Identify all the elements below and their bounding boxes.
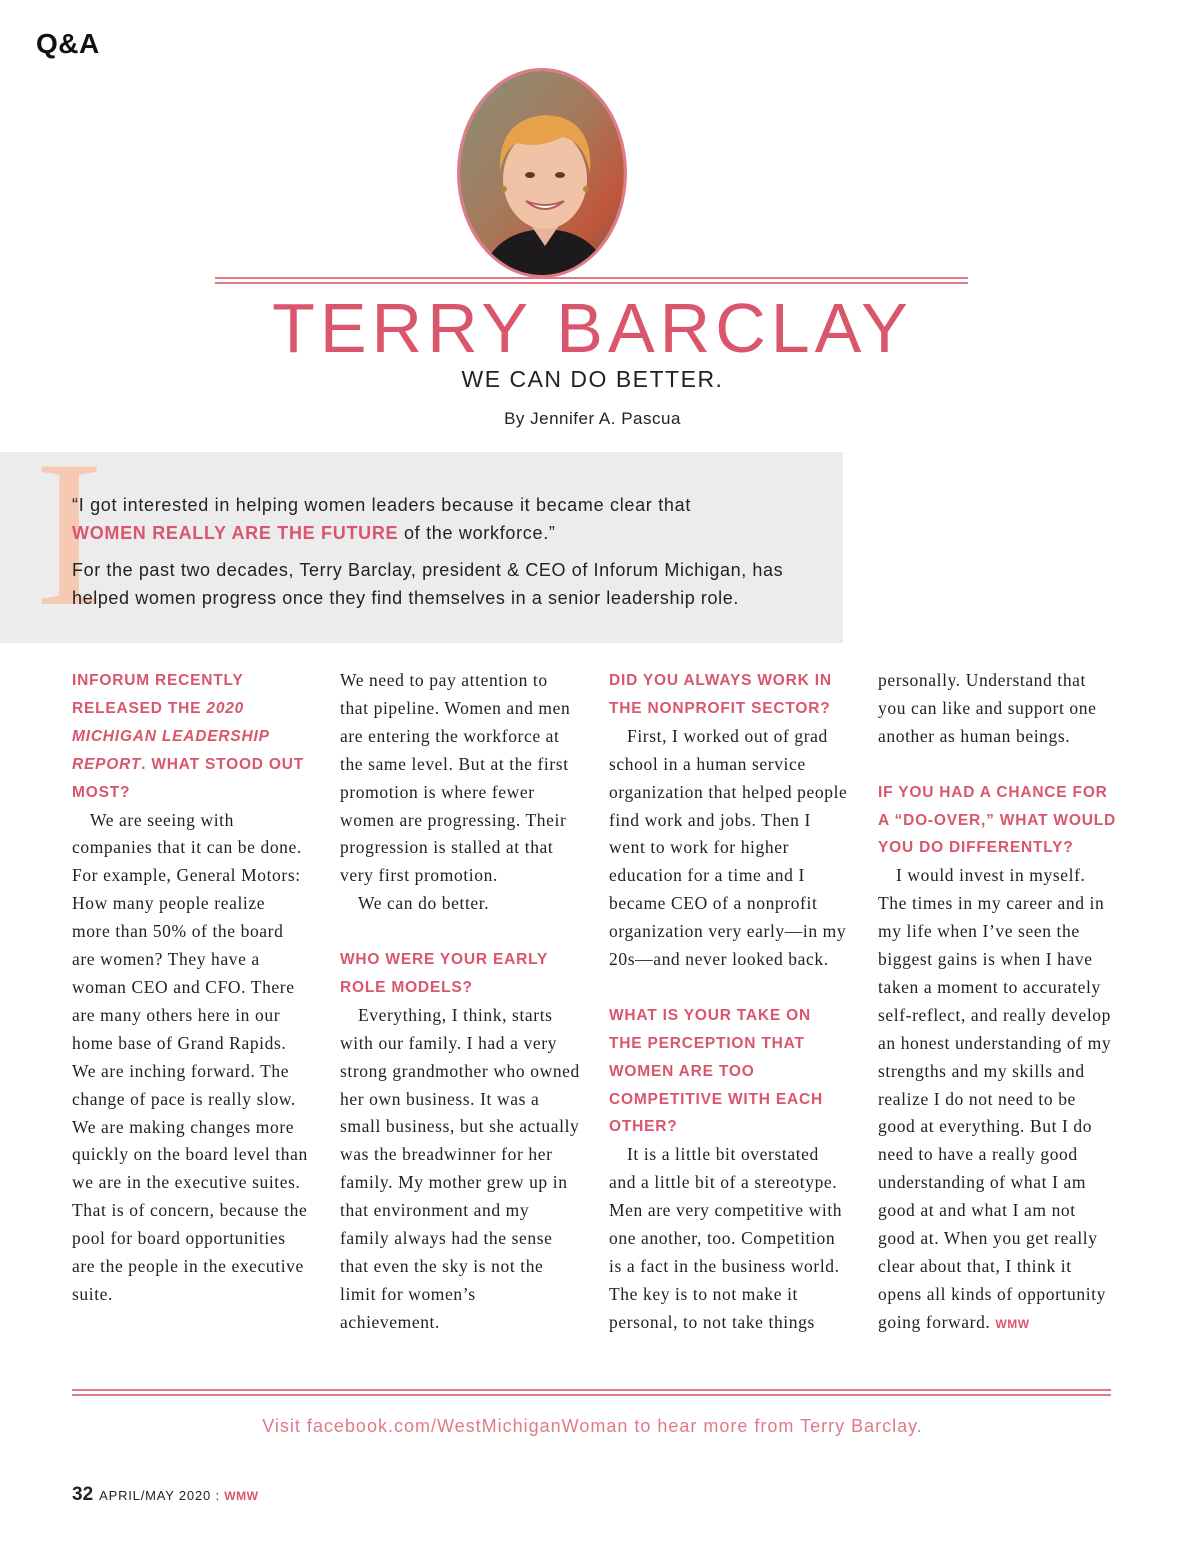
intro-panel: [0, 452, 843, 643]
footer-rule: [72, 1389, 1111, 1396]
section-tag: Q&A: [36, 28, 100, 59]
intro-paragraph: For the past two decades, Terry Barclay, president & CEO of Inforum Michigan, has helped women progress once they find themselves in a senior leadership role.: [72, 560, 784, 608]
issue-date: APRIL/MAY 2020 :: [99, 1488, 225, 1503]
answer-paragraph: personally. Understand that you can like and support one another as human beings.: [878, 670, 1097, 746]
answer-paragraph: First, I worked out of grad school in a human service organization that helped people find work and jobs. Then I went to work for higher education for a time and I became CEO of a nonprofit organization very early—in my 20s—and never looked back.: [609, 725, 848, 970]
column-2: [340, 667, 580, 1337]
quote-text: “I got interested in helping women leaders because it became clear that: [72, 495, 692, 515]
drop-cap: I: [34, 418, 104, 650]
answer-paragraph: We can do better.: [358, 893, 490, 914]
column-4: [878, 667, 1118, 1339]
page-number: 32: [72, 1484, 94, 1505]
facebook-link[interactable]: Visit facebook.com/WestMichiganWoman to hear more from Terry Barclay.: [262, 1416, 923, 1436]
question-heading: WHO WERE YOUR EARLY ROLE MODELS?: [340, 951, 548, 996]
magazine-mark: WMW: [224, 1489, 259, 1503]
question-heading: IF YOU HAD A CHANCE FOR A “DO-OVER,” WHAT WOULD YOU DO DIFFERENTLY?: [878, 783, 1116, 857]
end-mark: WMW: [995, 1316, 1030, 1331]
portrait-photo: [457, 68, 627, 278]
pull-quote: [72, 491, 832, 547]
question-heading: [72, 667, 308, 807]
column-1: [72, 667, 308, 1309]
question-text-end: . WHAT STOOD OUT MOST?: [72, 755, 305, 801]
column-3: [609, 667, 849, 1337]
question-heading: DID YOU ALWAYS WORK IN THE NONPROFIT SECTOR?: [609, 672, 832, 717]
article-title: TERRY BARCLAY: [272, 289, 913, 367]
question-text: INFORUM RECENTLY RELEASED THE: [72, 672, 244, 717]
answer-paragraph: We need to pay attention to that pipeline. Women and men are entering the workforce at the same level. But at the first promotion is where fewer women are progressing. Their progression is stalled at that very first promotion.: [340, 670, 571, 886]
article-subtitle: WE CAN DO BETTER.: [461, 366, 724, 392]
answer-paragraph: We are seeing with companies that it can be done. For example, General Motors: How many people realize more than 50% of the board are women? They have a woman CEO and CFO. There are many others here in our home base of Grand Rapids. We are inching forward. The change of pace is really slow. We are making changes more quickly on the board level than we are in the executive suites. That is of concern, because the pool for board opportunities are the people in the executive suite.: [72, 809, 308, 1304]
answer-text: I would invest in myself. The times in my career and in my life when I’ve seen the biggest gains is when I have taken a moment to accurately self-reflect, and really develop an honest understanding of my strengths and my skills and realize I do not need to be good at everything. But I do need to have a really good understanding of what I am good at and what I am not good at. When you get really clear about that, I think it opens all kinds of opportunity going forward.: [878, 865, 1112, 1332]
answer-paragraph: [878, 862, 1118, 1338]
answer-paragraph: It is a little bit overstated and a little bit of a stereotype. Men are very competitive with one another, too. Competition is a fact in the business world. The key is to not make it personal, to not take things: [609, 1144, 843, 1332]
report-title: 2020 MICHIGAN LEADERSHIP REPORT: [72, 699, 270, 773]
header-rule: [215, 277, 968, 284]
portrait-illustration: [460, 71, 627, 278]
byline: By Jennifer A. Pascua: [504, 409, 681, 428]
answer-paragraph: Everything, I think, starts with our family. I had a very strong grandmother who owned her own business. It was a small business, but she actually was the breadwinner for her family. My mother grew up in that environment and my family always had the sense that even the sky is not the limit for women’s achievement.: [340, 1004, 580, 1332]
question-heading: WHAT IS YOUR TAKE ON THE PERCEPTION THAT WOMEN ARE TOO COMPETITIVE WITH EACH OTHER?: [609, 1006, 823, 1136]
folio: [72, 1484, 258, 1506]
quote-highlight: WOMEN REALLY ARE THE FUTURE: [72, 523, 399, 543]
quote-text-end: of the workforce.”: [398, 523, 556, 543]
